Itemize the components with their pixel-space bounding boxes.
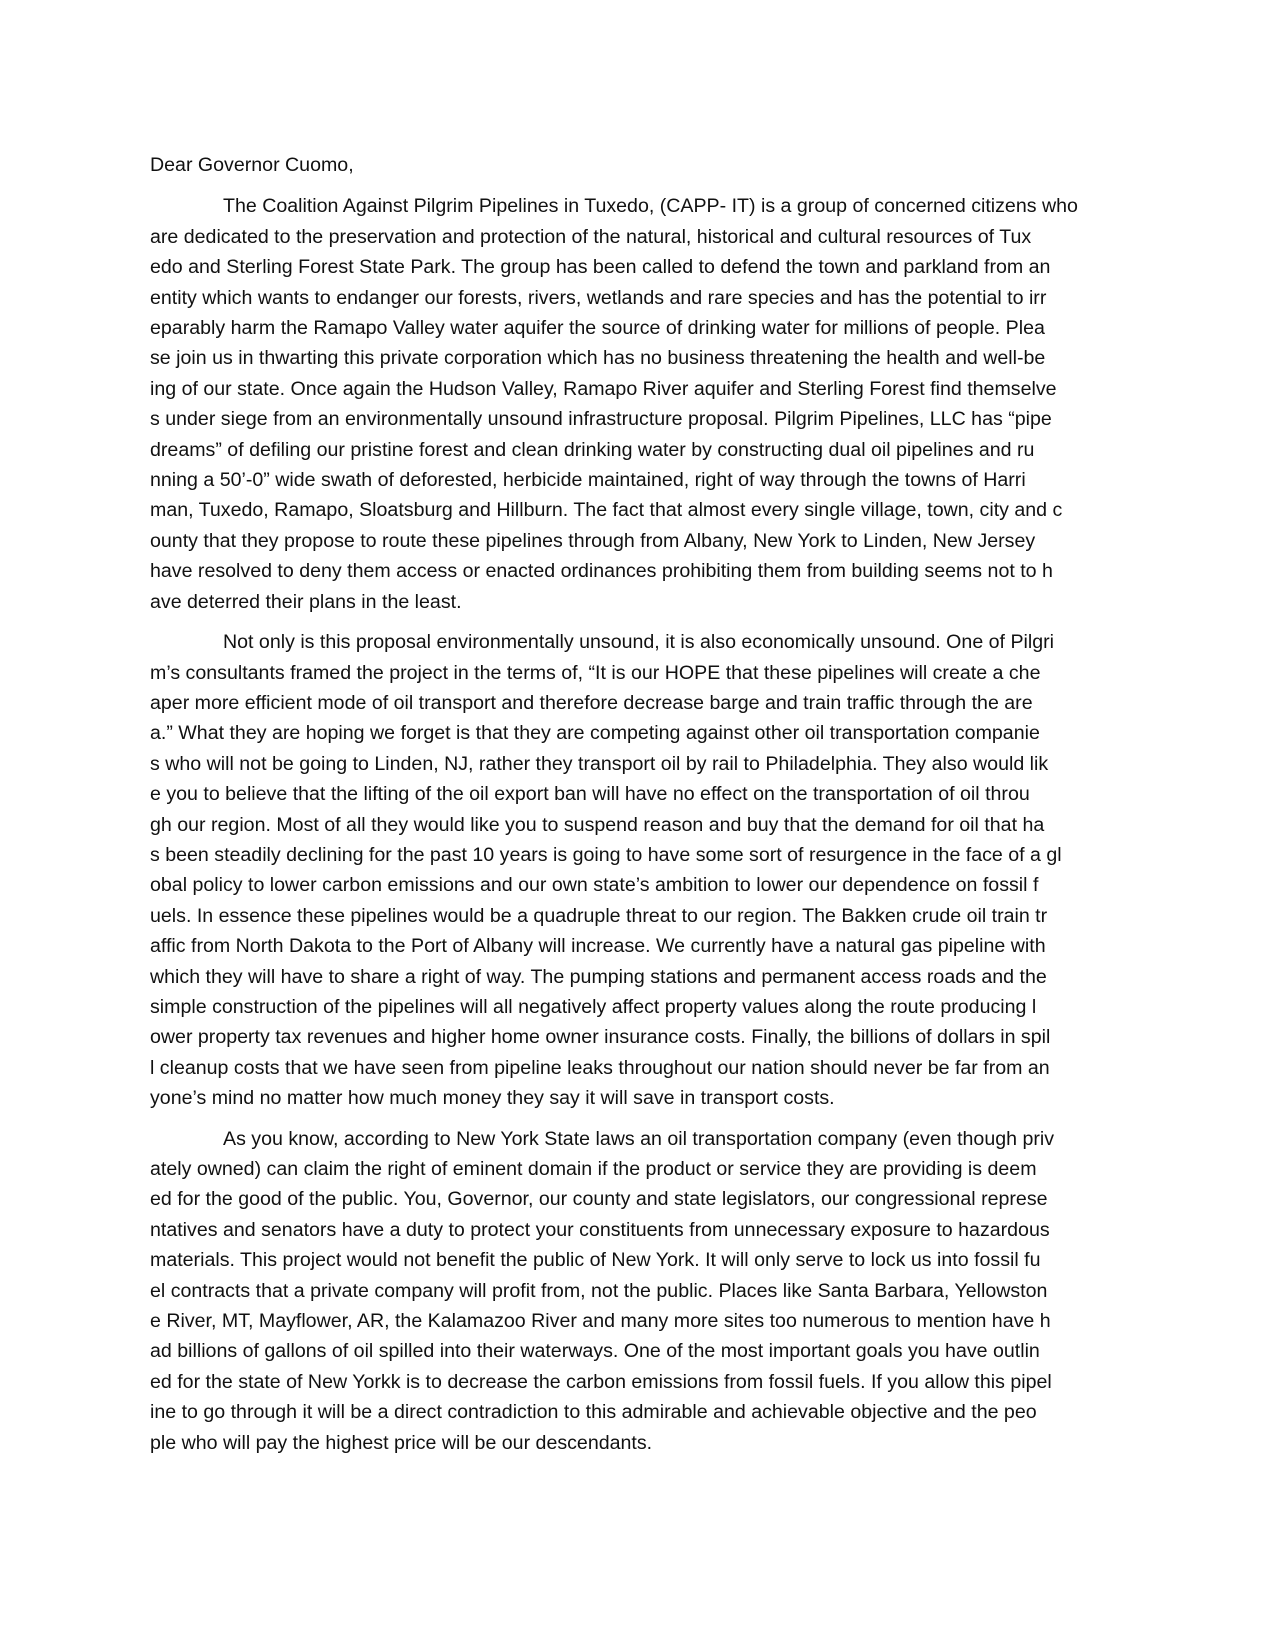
- paragraph-line: The Coalition Against Pilgrim Pipelines in Tuxedo, (CAPP- IT) is a group of concerned citizens who: [223, 195, 1078, 218]
- paragraph-line: se join us in thwarting this private corporation which has no business threatening the health and well-be: [150, 347, 1046, 370]
- paragraph-line: which they will have to share a right of way. The pumping stations and permanent access roads and the: [150, 965, 1047, 988]
- paragraph-line: eparably harm the Ramapo Valley water aquifer the source of drinking water for millions of people. Plea: [150, 317, 1045, 340]
- paragraph-line: s been steadily declining for the past 10 years is going to have some sort of resurgence in the face of a gl: [150, 843, 1062, 866]
- salutation: Dear Governor Cuomo,: [150, 154, 354, 176]
- paragraph-line: nning a 50’-0” wide swath of deforested, herbicide maintained, right of way through the towns of Harri: [150, 469, 1026, 492]
- body-paragraph: [150, 627, 1125, 1114]
- paragraph-line: entity which wants to endanger our forests, rivers, wetlands and rare species and has the potential to irr: [150, 286, 1047, 309]
- body-paragraph: [150, 1124, 1125, 1458]
- paragraph-line: ed for the state of New Yorkk is to decrease the carbon emissions from fossil fuels. If you allow this pipel: [150, 1370, 1052, 1393]
- paragraph-line: ad billions of gallons of oil spilled into their waterways. One of the most important goals you have outlin: [150, 1340, 1040, 1363]
- paragraph-line: e River, MT, Mayflower, AR, the Kalamazoo River and many more sites too numerous to mention have h: [150, 1310, 1051, 1333]
- body-paragraph: [150, 191, 1125, 617]
- paragraphs: [150, 191, 1125, 1458]
- paragraph-line: ine to go through it will be a direct contradiction to this admirable and achievable objective and the peo: [150, 1401, 1037, 1424]
- paragraph-line: l cleanup costs that we have seen from pipeline leaks throughout our nation should never be far from an: [150, 1056, 1050, 1079]
- paragraph-line: Not only is this proposal environmentally unsound, it is also economically unsound. One of Pilgri: [223, 631, 1054, 654]
- paragraph-line: obal policy to lower carbon emissions and our own state’s ambition to lower our dependence on fossil f: [150, 874, 1039, 897]
- paragraph-line: el contracts that a private company will profit from, not the public. Places like Santa Barbara, Yellowston: [150, 1279, 1048, 1302]
- paragraph-line: have resolved to deny them access or enacted ordinances prohibiting them from building seems not to h: [150, 560, 1053, 583]
- paragraph-line: ple who will pay the highest price will be our descendants.: [150, 1431, 653, 1454]
- paragraph-line: e you to believe that the lifting of the oil export ban will have no effect on the transportation of oil throu: [150, 783, 1030, 806]
- paragraph-line: s who will not be going to Linden, NJ, rather they transport oil by rail to Philadelphia. They also would lik: [150, 752, 1049, 775]
- paragraph-line: affic from North Dakota to the Port of Albany will increase. We currently have a natural gas pipeline with: [150, 935, 1046, 958]
- paragraph-line: ntatives and senators have a duty to protect your constituents from unnecessary exposure to hazardous: [150, 1218, 1050, 1241]
- paragraph-line: ounty that they propose to route these pipelines through from Albany, New York to Linden, New Jersey: [150, 529, 1036, 552]
- paragraph-line: As you know, according to New York State laws an oil transportation company (even though priv: [223, 1127, 1055, 1150]
- paragraph-line: ower property tax revenues and higher home owner insurance costs. Finally, the billions of dollars in spil: [150, 1026, 1051, 1049]
- paragraph-line: s under siege from an environmentally unsound infrastructure proposal. Pilgrim Pipelines, LLC has “pipe: [150, 408, 1052, 431]
- paragraph-line: ave deterred their plans in the least.: [150, 590, 462, 613]
- paragraph-line: gh our region. Most of all they would like you to suspend reason and buy that the demand for oil that ha: [150, 813, 1045, 836]
- paragraph-line: a.” What they are hoping we forget is that they are competing against other oil transportation companie: [150, 722, 1040, 745]
- paragraph-line: simple construction of the pipelines will all negatively affect property values along the route producing l: [150, 995, 1037, 1018]
- paragraph-line: ing of our state. Once again the Hudson Valley, Ramapo River aquifer and Sterling Forest find themselve: [150, 377, 1057, 400]
- paragraph-line: m’s consultants framed the project in the terms of, “It is our HOPE that these pipelines will create a che: [150, 661, 1041, 684]
- paragraph-line: uels. In essence these pipelines would be a quadruple threat to our region. The Bakken crude oil train tr: [150, 904, 1048, 927]
- paragraph-line: edo and Sterling Forest State Park. The group has been called to defend the town and parkland from an: [150, 256, 1051, 279]
- letter-body: [150, 150, 1125, 1468]
- paragraph-line: dreams” of defiling our pristine forest and clean drinking water by constructing dual oil pipelines and ru: [150, 438, 1035, 461]
- paragraph-line: aper more efficient mode of oil transport and therefore decrease barge and train traffic through the are: [150, 691, 1033, 714]
- paragraph-line: materials. This project would not benefit the public of New York. It will only serve to lock us into fossil fu: [150, 1249, 1041, 1272]
- paragraph-line: yone’s mind no matter how much money they say it will save in transport costs.: [150, 1087, 835, 1110]
- paragraph-line: are dedicated to the preservation and protection of the natural, historical and cultural resources of Tux: [150, 225, 1032, 248]
- paragraph-line: man, Tuxedo, Ramapo, Sloatsburg and Hillburn. The fact that almost every single village, town, city and c: [150, 499, 1063, 522]
- paragraph-line: ately owned) can claim the right of eminent domain if the product or service they are providing is deem: [150, 1158, 1037, 1180]
- paragraph-line: ed for the good of the public. You, Governor, our county and state legislators, our congressional represe: [150, 1188, 1048, 1211]
